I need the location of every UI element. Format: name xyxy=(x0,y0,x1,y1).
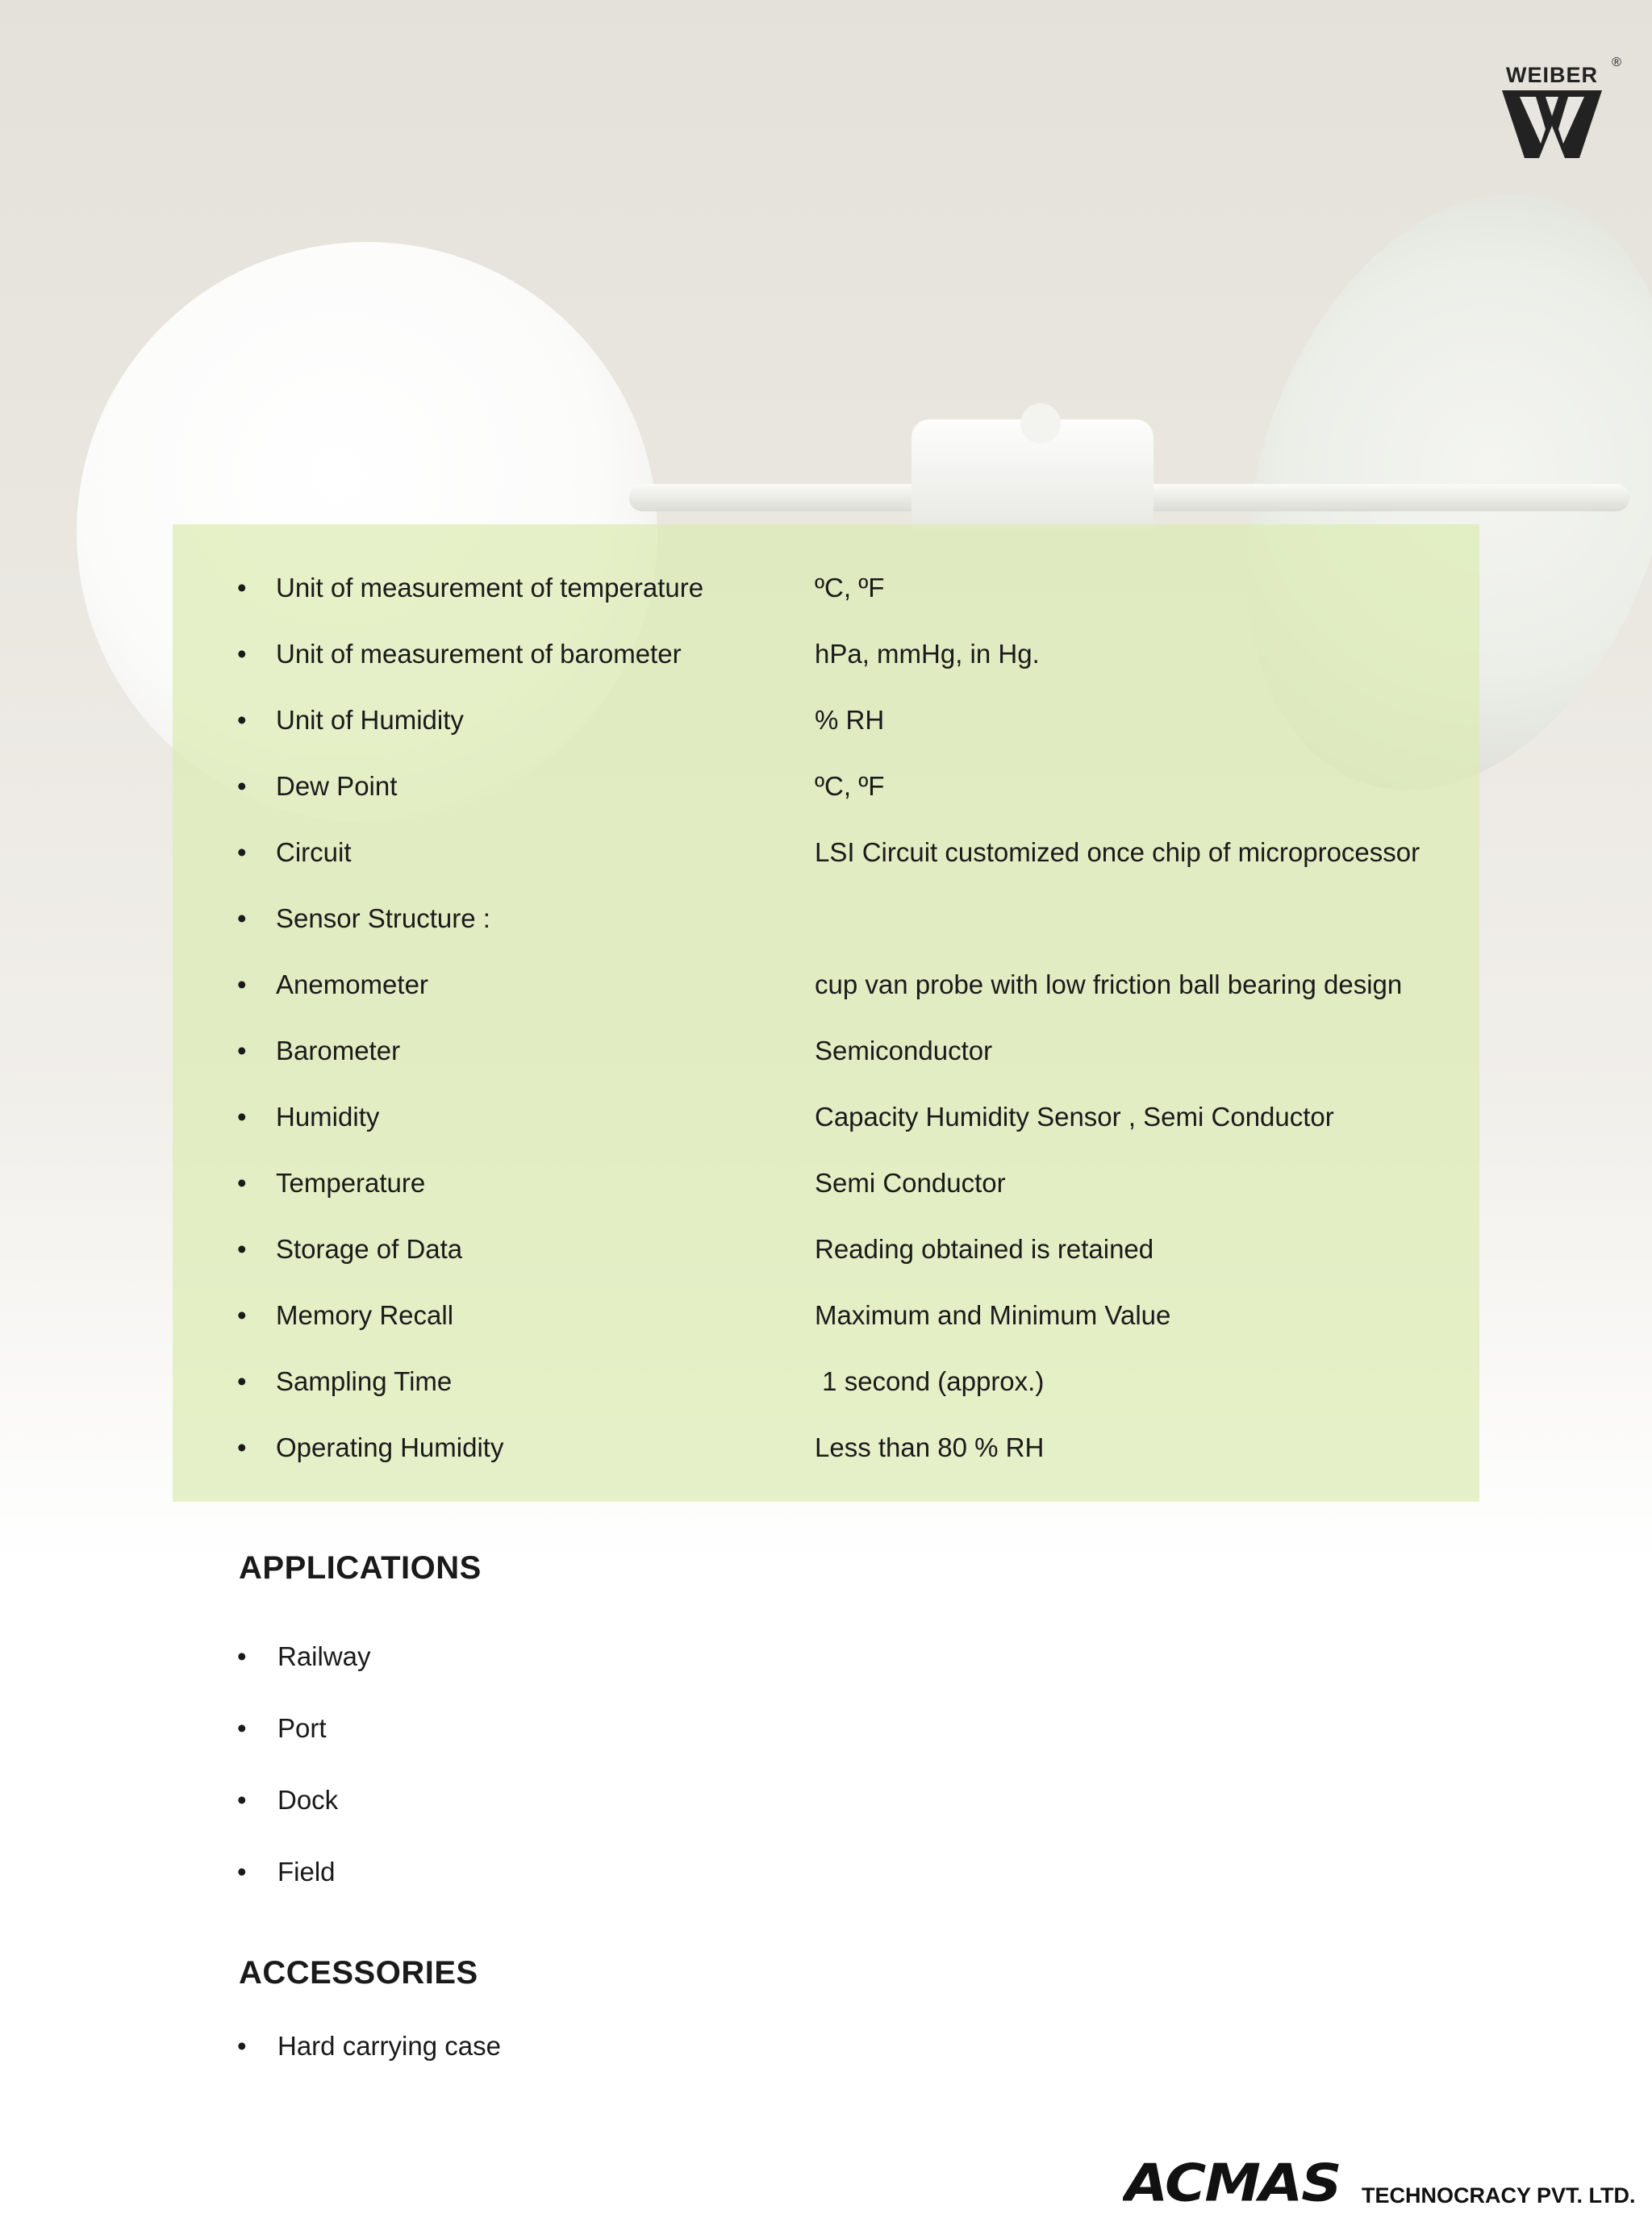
spec-label: Anemometer xyxy=(276,969,428,999)
spec-label: Memory Recall xyxy=(276,1300,454,1330)
spec-label: Circuit xyxy=(276,837,352,867)
spec-label: Operating Humidity xyxy=(276,1432,504,1462)
spec-value: % RH xyxy=(815,705,885,735)
spec-row xyxy=(173,1159,1479,1207)
bullet-icon: • xyxy=(237,573,247,602)
spec-label: Storage of Data xyxy=(276,1234,463,1264)
spec-row xyxy=(173,696,1479,744)
spec-value: ºC, ºF xyxy=(815,771,885,801)
company-name: TECHNOCRACY PVT. LTD. xyxy=(1362,2183,1636,2208)
spec-label: Unit of measurement of temperature xyxy=(276,573,704,602)
bullet-icon: • xyxy=(237,1432,247,1462)
bullet-icon: • xyxy=(237,2031,247,2061)
spec-value: 1 second (approx.) xyxy=(815,1366,1045,1396)
bullet-icon: • xyxy=(237,639,247,669)
spec-value: Less than 80 % RH xyxy=(815,1432,1045,1462)
bullet-icon: • xyxy=(237,903,247,933)
bullet-icon: • xyxy=(237,1713,247,1743)
spec-row xyxy=(173,630,1479,678)
bullet-icon: • xyxy=(237,1036,247,1065)
spec-label: Barometer xyxy=(276,1036,401,1065)
spec-value: Capacity Humidity Sensor , Semi Conductor xyxy=(815,1102,1334,1132)
bullet-icon: • xyxy=(237,1785,247,1815)
application-item: Port xyxy=(277,1713,327,1743)
spec-label: Unit of Humidity xyxy=(276,705,464,735)
bullet-icon: • xyxy=(237,1366,247,1396)
bullet-icon: • xyxy=(237,1300,247,1330)
bullet-icon: • xyxy=(237,1857,247,1887)
spec-label: Sensor Structure : xyxy=(276,903,490,933)
spec-row xyxy=(173,762,1479,811)
spec-label: Dew Point xyxy=(276,771,398,801)
spec-value: cup van probe with low friction ball bearing design xyxy=(815,969,1403,999)
bullet-icon: • xyxy=(237,1168,247,1198)
spec-row xyxy=(173,564,1479,612)
spec-row xyxy=(173,1225,1479,1274)
spec-value: Semiconductor xyxy=(815,1036,993,1065)
application-item: Dock xyxy=(277,1785,339,1815)
bullet-icon: • xyxy=(237,837,247,867)
spec-row xyxy=(173,1357,1479,1406)
accessories-heading: ACCESSORIES xyxy=(239,1955,478,1991)
spec-value: Maximum and Minimum Value xyxy=(815,1300,1171,1330)
accessory-item: Hard carrying case xyxy=(277,2031,501,2061)
spec-row xyxy=(173,1027,1479,1075)
bullet-icon: • xyxy=(237,1641,247,1671)
spec-label: Temperature xyxy=(276,1168,426,1198)
acmas-logo xyxy=(1123,2152,1349,2216)
spec-value: hPa, mmHg, in Hg. xyxy=(815,639,1040,669)
bullet-icon: • xyxy=(237,771,247,801)
acmas-logo-text: ACMAS xyxy=(1124,2153,1341,2214)
spec-label: Humidity xyxy=(276,1102,380,1132)
weiber-logo xyxy=(1496,48,1625,169)
spec-label: Unit of measurement of barometer xyxy=(276,639,682,669)
bullet-icon: • xyxy=(237,969,247,999)
footer-company xyxy=(1123,2152,1636,2216)
spec-value: Reading obtained is retained xyxy=(815,1234,1154,1264)
applications-heading: APPLICATIONS xyxy=(239,1550,482,1586)
spec-label: Sampling Time xyxy=(276,1366,453,1396)
anemometer-hub-cap xyxy=(1020,403,1061,444)
spec-value: Semi Conductor xyxy=(815,1168,1006,1198)
spec-value: LSI Circuit customized once chip of microprocessor xyxy=(815,837,1420,867)
spec-row xyxy=(173,1291,1479,1340)
spec-row xyxy=(173,1424,1479,1472)
bullet-icon: • xyxy=(237,1234,247,1264)
spec-row xyxy=(173,1093,1479,1141)
specification-panel xyxy=(173,524,1479,1502)
spec-row xyxy=(173,961,1479,1009)
bullet-icon: • xyxy=(237,705,247,735)
weiber-logo-text: WEIBER xyxy=(1506,63,1598,87)
bullet-icon: • xyxy=(237,1102,247,1132)
registered-mark: ® xyxy=(1612,56,1621,69)
application-item: Field xyxy=(277,1857,336,1887)
spec-row xyxy=(173,828,1479,877)
spec-row xyxy=(173,894,1479,943)
application-item: Railway xyxy=(277,1641,371,1671)
spec-value: ºC, ºF xyxy=(815,573,885,602)
